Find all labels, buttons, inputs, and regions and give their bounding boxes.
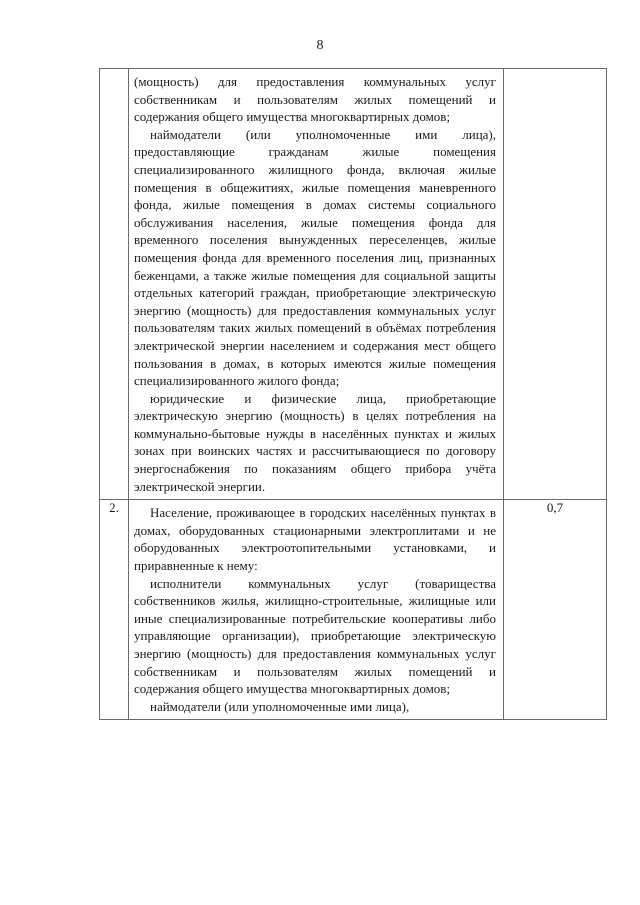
paragraph: юридические и физические лица, приобретающие электрическую энергию (мощность) в целях потребления на коммунально-бытовые нужды в населённых пунктах и жилых зонах при воинских частях и рассчитывающиеся по договору энергоснабжения по показаниям общего прибора учёта электрической энергии. [134,390,496,494]
table-row [100,500,607,720]
table-row [100,69,607,500]
paragraph: (мощность) для предоставления коммунальных услуг собственникам и пользователям жилых помещений и содержания общего имущества многоквартирных домов; [134,74,496,125]
paragraph: наймодатели (или уполномоченные ими лица), предоставляющие гражданам жилые помещения специализированного жилищного фонда, включая жилые помещения в общежитиях, жилые помещения маневренного фонда, жилые помещения в домах системы социального обслуживания населения, жилые помещения фонда для временного поселения вынужденных переселенцев, жилые помещения фонда для временного поселения лиц, признанных беженцами, а также жилые помещения для социальной защиты отдельных категорий граждан, приобретающие электрическую энергию (мощность) для предоставления коммунальных услуг пользователям таких жилых помещений в объёмах потребления электрической энергии населением и содержания мест общего пользования в домах, в которых имеются жилые помещения специализированного жилого фонда; [134,126,496,389]
row-value: 0,7 [504,500,607,720]
page-number: 8 [316,38,324,53]
row-text-cell [129,69,504,500]
paragraph: наймодатели (или уполномоченные ими лица), [150,698,410,714]
paragraph: исполнители коммунальных услуг (товарищества собственников жилья, жилищно-строительные, жилищные или иные специализированные потребительские кооперативы либо управляющие организации), приобретающие электрическую энергию (мощность) для предоставления коммунальных услуг собственникам и пользователям жилых помещений и содержания общего имущества многоквартирных домов; [134,575,496,697]
row-text-cell [129,500,504,720]
paragraph: Население, проживающее в городских населённых пунктах в домах, оборудованных стационарными электроплитами и не оборудованных электроотопительными установками, и приравненные к нему: [134,505,496,574]
row-number: 2. [100,500,129,720]
row-number [100,69,129,500]
row-value [504,69,607,500]
tariff-table [99,68,607,720]
